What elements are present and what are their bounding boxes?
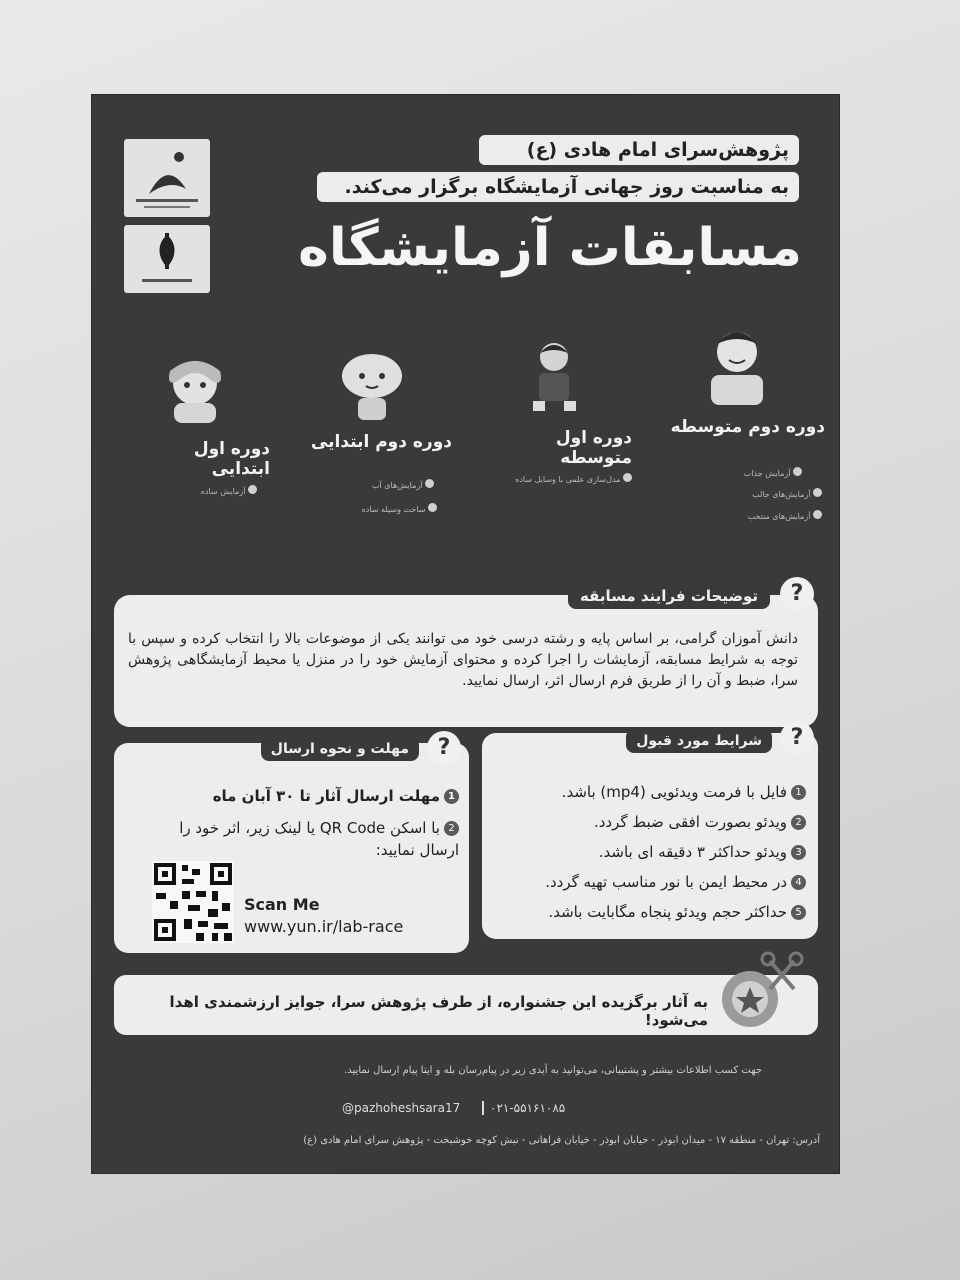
footer-info: جهت کسب اطلاعات بیشتر و پشتیبانی، می‌توانید به آیدی زیر در پیام‌رسان بله و ایتا پیام ارسال نمایید. (344, 1065, 762, 1076)
process-card (114, 581, 818, 727)
topic-high2-2: آزمایش‌های جالب (677, 488, 822, 499)
conditions-card (482, 725, 818, 939)
qr-code-icon[interactable] (152, 861, 234, 943)
boy-avatar-icon (697, 320, 777, 405)
medal-icon (708, 949, 804, 1035)
condition-item: 2ویدئو بصورت افقی ضبط گردد. (506, 813, 806, 831)
header-line2: به مناسبت روز جهانی آزمایشگاه برگزار می‌کند. (317, 172, 799, 202)
level-label-elem2: دوره دوم ابتدایی (310, 432, 452, 452)
level-label-elem1: دوره اول ابتدایی (193, 439, 270, 479)
phone-number: ۰۲۱-۵۵۱۶۱۰۸۵ (490, 1101, 566, 1115)
process-title: توضیحات فرایند مسابقه (568, 583, 770, 609)
ministry-logo (124, 225, 210, 293)
condition-item: 3ویدئو حداکثر ۳ دقیقه ای باشد. (506, 843, 806, 861)
header-line1: پژوهش‌سرای امام هادی (ع) (479, 135, 799, 165)
topic-elem2-2: ساخت وسیله ساده (302, 503, 437, 514)
girl-avatar-icon (332, 350, 412, 422)
foundation-logo (124, 139, 210, 217)
footer-address: آدرس: تهران - منطقه ۱۷ - میدان ابوذر - خیابان ابوذر - خیابان فراهانی - نبش کوچه خوشبخت - پژوهش سرای امام هادی (ع) (303, 1135, 820, 1146)
prize-text: به آثار برگزیده این جشنواره، از طرف پژوهش سرا، جوایز ارزشمندی اهدا می‌شود! (169, 993, 708, 1029)
topic-elem2-1: آزمایش‌های آب (314, 479, 434, 490)
deadline-item: 1مهلت ارسال آثار تا ۳۰ آبان ماه (139, 787, 459, 805)
footer-divider (482, 1101, 484, 1115)
conditions-title: شرایط مورد قبول (626, 729, 772, 753)
level-label-high2: دوره دوم متوسطه (670, 417, 825, 437)
question-icon: ? (780, 577, 814, 611)
question-icon: ? (780, 721, 814, 755)
child-avatar-icon (152, 357, 238, 425)
poster-sheet (92, 95, 839, 1173)
social-handle[interactable]: @pazhoheshsara17 (342, 1101, 461, 1115)
deadline-item: 2با اسکن QR Code یا لینک زیر، اثر خود را ارسال نمایید: (179, 819, 459, 859)
topic-elem1-1: آزمایش ساده (162, 485, 257, 496)
question-icon: ? (427, 731, 461, 765)
topic-high2-1: آزمایش جذاب (677, 467, 802, 478)
condition-item: 1فایل با فرمت ویدئویی (mp4) باشد. (506, 783, 806, 801)
deadline-title: مهلت و نحوه ارسال (261, 737, 419, 761)
condition-item: 4در محیط ایمن با نور مناسب تهیه گردد. (506, 873, 806, 891)
prize-banner (114, 975, 818, 1035)
page-title: مسابقات آزمایشگاه (298, 218, 802, 278)
scan-me-label: Scan Me (244, 895, 320, 914)
iran-emblem-icon (124, 225, 210, 293)
deadline-card (114, 735, 469, 953)
process-text: دانش آموزان گرامی، بر اساس پایه و رشته درسی خود می توانند یکی از موضوعات بالا را انتخاب کرده و سپس با توجه به شرایط مسابقه، آزمایشات را اجرا کرده و محتوای آزمایش خود را در منزل یا محیط آزمایشگاهی پژوهش سرا، ضبط و آن را از طریق فرم ارسال اثر، ارسال نمایید. (128, 631, 798, 689)
condition-item: 5حداکثر حجم ویدئو پنجاه مگابایت باشد. (506, 903, 806, 921)
foundation-logo-icon (124, 139, 210, 217)
submission-link[interactable]: www.yun.ir/lab-race (244, 917, 404, 936)
topic-high2-3: آزمایش‌های منتخب (677, 510, 822, 521)
topic-high1-1: مدل‌سازی علمی با وسایل ساده (472, 473, 632, 484)
level-label-high1: دوره اول متوسطه (555, 428, 632, 468)
teen-avatar-icon (527, 335, 582, 413)
